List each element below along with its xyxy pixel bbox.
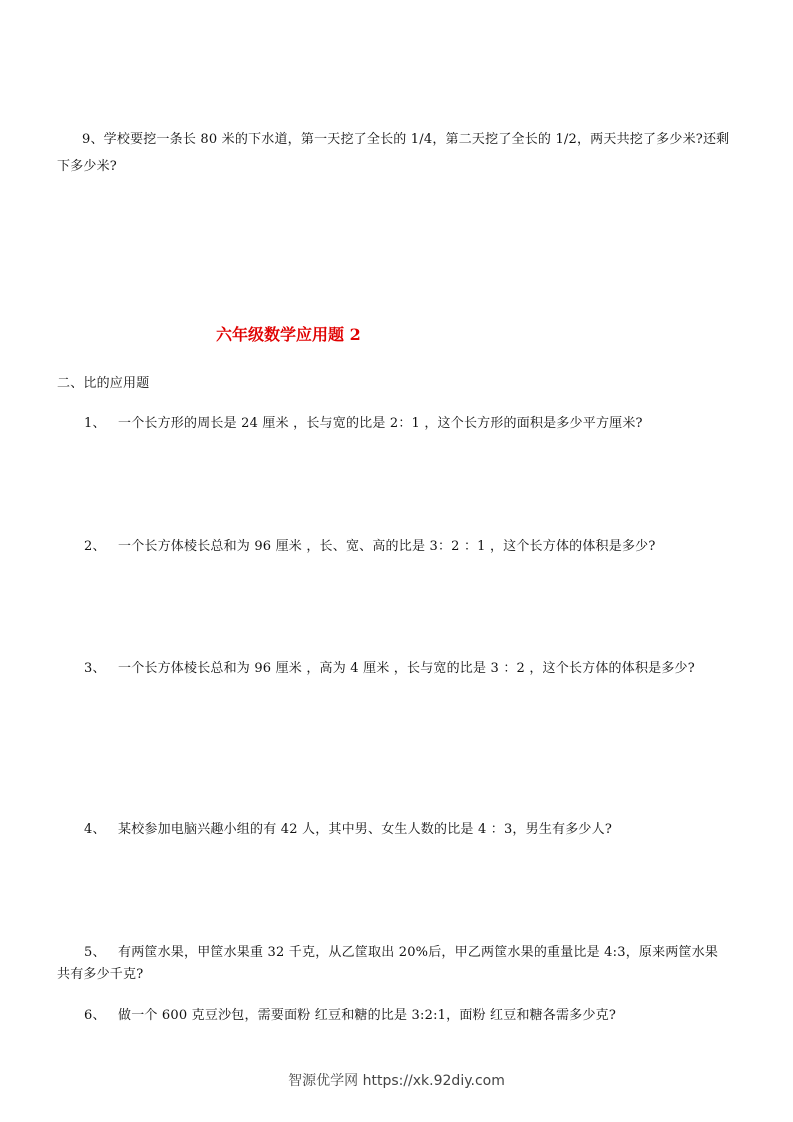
question-5 <box>84 943 718 963</box>
question-number: 4、 <box>84 822 106 837</box>
question-text: 做一个 600 克豆沙包，需要面粉 红豆和糖的比是 3:2:1，面粉 红豆和糖各需多少克? <box>118 1008 617 1023</box>
question-text: 某校参加电脑兴趣小组的有 42 人，其中男、女生人数的比是 4 ：3，男生有多少人? <box>118 822 612 837</box>
question-3 <box>84 659 695 679</box>
question-5-continuation: 共有多少千克? <box>57 967 144 982</box>
question-9-line-1: 9、学校要挖一条长 80 米的下水道，第一天挖了全长的 1/4，第二天挖了全长的 1/2，两天共挖了多少米?还剩 <box>82 132 730 147</box>
question-number: 2、 <box>84 539 106 554</box>
question-6 <box>84 1006 616 1026</box>
section-heading: 二、比的应用题 <box>57 376 150 391</box>
page-title: 六年级数学应用题 2 <box>216 325 361 344</box>
question-number: 3、 <box>84 661 106 676</box>
footer-watermark: 智源优学网 https://xk.92diy.com <box>288 1073 505 1089</box>
question-text: 一个长方形的周长是 24 厘米 ，长与宽的比是 2：1 ，这个长方形的面积是多少平方厘米? <box>118 416 643 431</box>
question-text: 有两筐水果，甲筐水果重 32 千克，从乙筐取出 20%后，甲乙两筐水果的重量比是 4:3，原来两筐水果 <box>118 945 719 960</box>
question-number: 5、 <box>84 945 106 960</box>
question-text: 一个长方体棱长总和为 96 厘米 ，高为 4 厘米 ，长与宽的比是 3 ：2 ，这个长方体的体积是多少? <box>118 661 695 676</box>
question-2 <box>84 537 656 557</box>
question-1 <box>84 414 643 434</box>
question-number: 1、 <box>84 416 106 431</box>
question-4 <box>84 820 612 840</box>
question-number: 6、 <box>84 1008 106 1023</box>
question-9-line-2: 下多少米? <box>57 159 117 174</box>
question-text: 一个长方体棱长总和为 96 厘米 ，长、宽、高的比是 3：2 ：1 ，这个长方体的体积是多少? <box>118 539 656 554</box>
